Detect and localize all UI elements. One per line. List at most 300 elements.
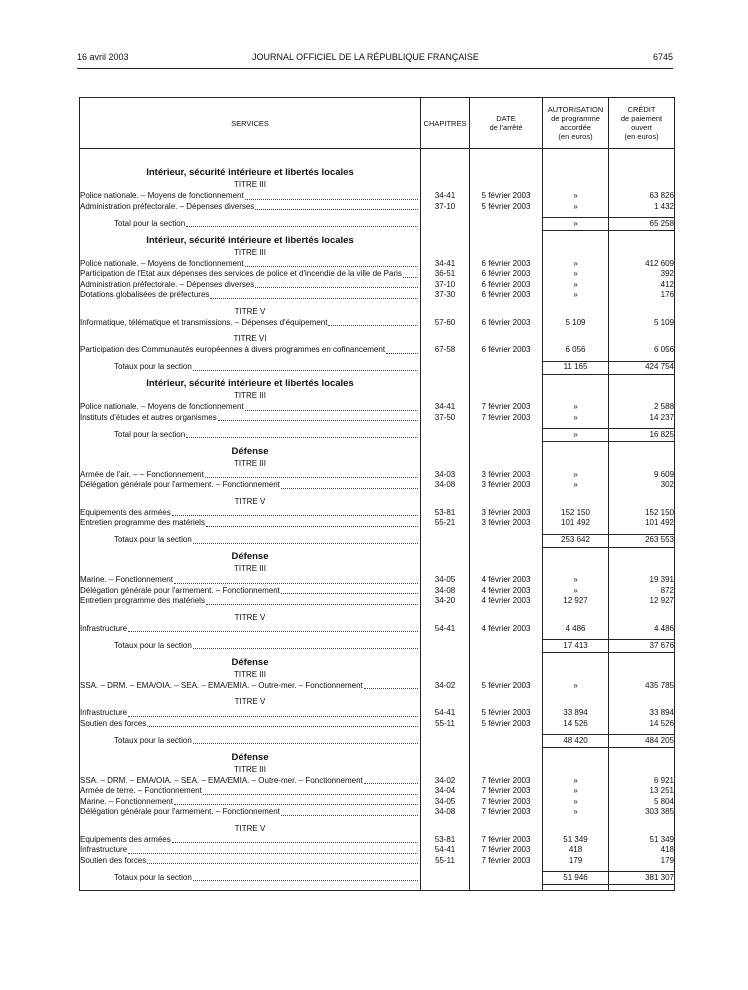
leader-dots bbox=[281, 586, 418, 595]
titre-label: TITRE III bbox=[234, 669, 266, 679]
col-header-date: DATE de l'arrêté bbox=[470, 98, 543, 149]
titre-row bbox=[80, 696, 675, 708]
total-label-cell bbox=[80, 640, 421, 653]
service-label: Entretien programme des matériels bbox=[80, 518, 205, 527]
service-cell bbox=[80, 480, 421, 491]
date-cell: 5 février 2003 bbox=[470, 202, 543, 213]
leader-dots bbox=[364, 776, 418, 785]
chapitre-cell: 37-30 bbox=[421, 290, 470, 301]
table-row bbox=[80, 202, 675, 213]
section-title: Intérieur, sécurité intérieure et libertés locales bbox=[146, 378, 354, 389]
section-total-row bbox=[80, 872, 675, 885]
chapitre-cell: 34-05 bbox=[421, 575, 470, 586]
chapitre-cell: 34-41 bbox=[421, 402, 470, 413]
autorisation-cell: » bbox=[543, 797, 609, 808]
service-label: Participation des Communautés européennes à divers programmes en cofinancement bbox=[80, 345, 386, 354]
chapitre-cell: 55-11 bbox=[421, 856, 470, 867]
header-date: 16 avril 2003 bbox=[77, 52, 129, 62]
section-title-row bbox=[80, 547, 675, 563]
autorisation-cell: » bbox=[543, 776, 609, 787]
chapitre-cell: 34-04 bbox=[421, 786, 470, 797]
service-label: Police nationale. – Moyens de fonctionnement bbox=[80, 258, 244, 268]
service-cell bbox=[80, 575, 421, 586]
credit-cell: 412 609 bbox=[609, 259, 675, 270]
titre-row bbox=[80, 563, 675, 575]
autorisation-cell: 12 927 bbox=[543, 596, 609, 607]
service-label: Armée de l'air. – – Fonctionnement bbox=[80, 469, 204, 479]
table-row bbox=[80, 470, 675, 481]
date-cell: 7 février 2003 bbox=[470, 786, 543, 797]
chapitre-cell: 55-11 bbox=[421, 719, 470, 730]
leader-dots bbox=[255, 280, 418, 289]
table-row bbox=[80, 402, 675, 413]
credit-cell: 19 391 bbox=[609, 575, 675, 586]
leader-dots bbox=[364, 681, 418, 690]
table-row bbox=[80, 856, 675, 867]
autorisation-cell: » bbox=[543, 290, 609, 301]
total-label-cell bbox=[80, 735, 421, 748]
chapitre-cell: 54-41 bbox=[421, 708, 470, 719]
service-label: Délégation générale pour l'armement. – Fonctionnement bbox=[80, 585, 280, 595]
total-label: Totaux pour la section bbox=[114, 362, 192, 372]
page-header bbox=[77, 52, 673, 64]
service-label: Equipements des armées bbox=[80, 507, 171, 517]
service-label: Participation de l'Etat aux dépenses des services de police et d'incendie de la ville de Paris bbox=[80, 269, 402, 278]
service-cell bbox=[80, 280, 421, 291]
date-cell: 5 février 2003 bbox=[470, 708, 543, 719]
header-rule bbox=[77, 68, 673, 69]
total-label-cell bbox=[80, 361, 421, 374]
date-cell: 6 février 2003 bbox=[470, 269, 543, 280]
gap-row bbox=[80, 885, 675, 891]
date-cell: 3 février 2003 bbox=[470, 480, 543, 491]
leader-dots bbox=[218, 413, 418, 422]
leader-dots bbox=[245, 259, 418, 268]
service-label: Soutien des forces bbox=[80, 718, 147, 728]
leader-dots bbox=[172, 835, 418, 844]
leader-dots bbox=[193, 736, 418, 745]
col-header-chapitres: CHAPITRES bbox=[421, 98, 470, 149]
leader-dots bbox=[203, 786, 418, 795]
titre-row bbox=[80, 333, 675, 345]
credit-cell: 33 894 bbox=[609, 708, 675, 719]
autorisation-cell: 51 349 bbox=[543, 835, 609, 846]
service-label: Instituts d'études et autres organismes bbox=[80, 412, 217, 422]
service-cell bbox=[80, 290, 421, 301]
service-cell bbox=[80, 345, 421, 356]
autorisation-cell: » bbox=[543, 575, 609, 586]
total-credit: 37 676 bbox=[609, 640, 675, 653]
credit-cell: 101 492 bbox=[609, 518, 675, 529]
table-row bbox=[80, 624, 675, 635]
table-row bbox=[80, 586, 675, 597]
table-body bbox=[80, 149, 675, 891]
autorisation-cell: » bbox=[543, 280, 609, 291]
chapitre-cell: 34-08 bbox=[421, 480, 470, 491]
section-title-row bbox=[80, 231, 675, 247]
chapitre-cell: 34-05 bbox=[421, 797, 470, 808]
section-total-row bbox=[80, 534, 675, 547]
chapitre-cell: 53-81 bbox=[421, 508, 470, 519]
section-title: Intérieur, sécurité intérieure et libertés locales bbox=[146, 167, 354, 178]
section-total-row bbox=[80, 429, 675, 442]
date-cell: 7 février 2003 bbox=[470, 413, 543, 424]
total-autorisation: 253 642 bbox=[543, 534, 609, 547]
chapitre-cell: 53-81 bbox=[421, 835, 470, 846]
service-cell bbox=[80, 719, 421, 730]
section-total-row bbox=[80, 735, 675, 748]
service-cell bbox=[80, 807, 421, 818]
chapitre-cell: 37-50 bbox=[421, 413, 470, 424]
date-cell: 6 février 2003 bbox=[470, 280, 543, 291]
titre-label: TITRE III bbox=[234, 458, 266, 468]
service-label: Marine. – Fonctionnement bbox=[80, 575, 173, 584]
credit-cell: 14 237 bbox=[609, 413, 675, 424]
section-total-row bbox=[80, 640, 675, 653]
titre-row bbox=[80, 823, 675, 835]
section-title: Défense bbox=[231, 751, 269, 763]
credit-cell: 13 251 bbox=[609, 786, 675, 797]
service-cell bbox=[80, 776, 421, 787]
total-credit: 484 205 bbox=[609, 735, 675, 748]
section-total-row bbox=[80, 218, 675, 231]
table-row bbox=[80, 290, 675, 301]
service-label: Administration préfectorale. – Dépenses diverses bbox=[80, 279, 255, 289]
credit-cell: 176 bbox=[609, 290, 675, 301]
service-label: Délégation générale pour l'armement. – Fonctionnement bbox=[80, 480, 280, 489]
titre-row bbox=[80, 179, 675, 191]
autorisation-cell: » bbox=[543, 681, 609, 692]
total-label-cell bbox=[80, 218, 421, 231]
service-cell bbox=[80, 518, 421, 529]
chapitre-cell: 34-41 bbox=[421, 191, 470, 202]
chapitre-cell: 36-51 bbox=[421, 269, 470, 280]
titre-row bbox=[80, 458, 675, 470]
credit-cell: 2 588 bbox=[609, 402, 675, 413]
titre-row bbox=[80, 669, 675, 681]
service-cell bbox=[80, 681, 421, 692]
titre-row bbox=[80, 390, 675, 402]
service-cell bbox=[80, 402, 421, 413]
autorisation-cell: » bbox=[543, 586, 609, 597]
total-credit: 263 553 bbox=[609, 534, 675, 547]
autorisation-cell: 14 526 bbox=[543, 719, 609, 730]
service-cell bbox=[80, 856, 421, 867]
date-cell: 7 février 2003 bbox=[470, 845, 543, 856]
date-cell: 3 février 2003 bbox=[470, 508, 543, 519]
autorisation-cell: » bbox=[543, 202, 609, 213]
table-row bbox=[80, 575, 675, 586]
service-label: Délégation générale pour l'armement. – Fonctionnement bbox=[80, 807, 280, 816]
credit-cell: 303 385 bbox=[609, 807, 675, 818]
leader-dots bbox=[206, 518, 418, 527]
leader-dots bbox=[128, 624, 418, 633]
service-cell bbox=[80, 786, 421, 797]
leader-dots bbox=[210, 290, 418, 299]
date-cell: 4 février 2003 bbox=[470, 596, 543, 607]
date-cell: 4 février 2003 bbox=[470, 624, 543, 635]
credit-cell: 392 bbox=[609, 269, 675, 280]
service-label: Marine. – Fonctionnement bbox=[80, 796, 173, 806]
credit-cell: 6 921 bbox=[609, 776, 675, 787]
spacer-row bbox=[80, 149, 675, 164]
chapitre-cell: 34-20 bbox=[421, 596, 470, 607]
date-cell: 5 février 2003 bbox=[470, 681, 543, 692]
table-row bbox=[80, 191, 675, 202]
section-title-row bbox=[80, 748, 675, 764]
date-cell: 3 février 2003 bbox=[470, 518, 543, 529]
total-autorisation: 48 420 bbox=[543, 735, 609, 748]
chapitre-cell: 55-21 bbox=[421, 518, 470, 529]
autorisation-cell: » bbox=[543, 413, 609, 424]
credit-cell: 51 349 bbox=[609, 835, 675, 846]
leader-dots bbox=[186, 430, 418, 439]
autorisation-cell: 5 109 bbox=[543, 318, 609, 329]
table-row bbox=[80, 835, 675, 846]
table-row bbox=[80, 596, 675, 607]
header-title: JOURNAL OFFICIEL DE LA RÉPUBLIQUE FRANÇAISE bbox=[252, 52, 479, 62]
titre-label: TITRE VI bbox=[233, 334, 267, 343]
service-label: Infrastructure bbox=[80, 708, 128, 717]
leader-dots bbox=[193, 873, 418, 882]
service-cell bbox=[80, 835, 421, 846]
titre-row bbox=[80, 764, 675, 776]
service-cell bbox=[80, 191, 421, 202]
chapitre-cell: 67-58 bbox=[421, 345, 470, 356]
table-row bbox=[80, 280, 675, 291]
leader-dots bbox=[128, 845, 418, 854]
leader-dots bbox=[245, 191, 418, 200]
section-total-row bbox=[80, 361, 675, 374]
autorisation-cell: 418 bbox=[543, 845, 609, 856]
leader-dots bbox=[193, 641, 418, 650]
credit-cell: 179 bbox=[609, 856, 675, 867]
leader-dots bbox=[255, 202, 418, 211]
date-cell: 6 février 2003 bbox=[470, 345, 543, 356]
chapitre-cell: 37-10 bbox=[421, 202, 470, 213]
date-cell: 7 février 2003 bbox=[470, 797, 543, 808]
service-cell bbox=[80, 797, 421, 808]
date-cell: 4 février 2003 bbox=[470, 575, 543, 586]
service-cell bbox=[80, 269, 421, 280]
section-title: Intérieur, sécurité intérieure et libertés locales bbox=[146, 234, 354, 246]
service-label: Equipements des armées bbox=[80, 834, 171, 844]
credit-cell: 5 804 bbox=[609, 797, 675, 808]
col-header-autorisation: AUTORISATION de programme accordée (en euros) bbox=[543, 98, 609, 149]
credit-cell: 4 486 bbox=[609, 624, 675, 635]
total-credit: 16 825 bbox=[609, 429, 675, 442]
date-cell: 7 février 2003 bbox=[470, 402, 543, 413]
section-title-row bbox=[80, 653, 675, 669]
date-cell: 6 février 2003 bbox=[470, 259, 543, 270]
table-row bbox=[80, 508, 675, 519]
titre-label: TITRE V bbox=[234, 496, 266, 506]
chapitre-cell: 54-41 bbox=[421, 624, 470, 635]
credit-cell: 5 109 bbox=[609, 318, 675, 329]
section-title: Défense bbox=[231, 445, 269, 457]
credit-cell: 14 526 bbox=[609, 719, 675, 730]
date-cell: 7 février 2003 bbox=[470, 807, 543, 818]
credit-cell: 1 432 bbox=[609, 202, 675, 213]
leader-dots bbox=[193, 362, 418, 371]
chapitre-cell: 34-03 bbox=[421, 470, 470, 481]
section-title: Défense bbox=[231, 656, 269, 668]
date-cell: 6 février 2003 bbox=[470, 318, 543, 329]
titre-label: TITRE V bbox=[234, 612, 266, 622]
col-header-credit: CRÉDIT de paiement ouvert (en euros) bbox=[609, 98, 675, 149]
service-label: SSA. – DRM. – EMA/OIA. – SEA. – EMA/EMIA. – Outre-mer. – Fonctionnement bbox=[80, 775, 363, 785]
service-label: Informatique, télématique et transmissions. – Dépenses d'équipement bbox=[80, 317, 328, 327]
credit-cell: 9 609 bbox=[609, 470, 675, 481]
titre-label: TITRE III bbox=[234, 764, 266, 774]
service-cell bbox=[80, 318, 421, 329]
service-cell bbox=[80, 586, 421, 597]
service-cell bbox=[80, 259, 421, 270]
titre-row bbox=[80, 247, 675, 259]
leader-dots bbox=[172, 508, 418, 517]
chapitre-cell: 54-41 bbox=[421, 845, 470, 856]
credit-cell: 302 bbox=[609, 480, 675, 491]
date-cell: 7 février 2003 bbox=[470, 856, 543, 867]
leader-dots bbox=[245, 402, 418, 411]
total-autorisation: 11 165 bbox=[543, 361, 609, 374]
table-row bbox=[80, 269, 675, 280]
table-row bbox=[80, 708, 675, 719]
autorisation-cell: » bbox=[543, 786, 609, 797]
total-label: Total pour la section bbox=[114, 429, 186, 439]
total-label-cell bbox=[80, 534, 421, 547]
service-label: Entretien programme des matériels bbox=[80, 596, 205, 605]
credit-cell: 6 056 bbox=[609, 345, 675, 356]
autorisation-cell: » bbox=[543, 470, 609, 481]
leader-dots bbox=[174, 797, 418, 806]
titre-label: TITRE III bbox=[234, 564, 266, 573]
leader-dots bbox=[147, 719, 418, 728]
service-cell bbox=[80, 413, 421, 424]
service-cell bbox=[80, 708, 421, 719]
titre-label: TITRE V bbox=[234, 697, 266, 706]
chapitre-cell: 34-08 bbox=[421, 586, 470, 597]
table-row bbox=[80, 719, 675, 730]
titre-label: TITRE V bbox=[234, 306, 266, 316]
leader-dots bbox=[206, 596, 418, 605]
leader-dots bbox=[174, 575, 418, 584]
service-label: Infrastructure bbox=[80, 623, 128, 633]
chapitre-cell: 34-02 bbox=[421, 776, 470, 787]
autorisation-cell: » bbox=[543, 807, 609, 818]
date-cell: 7 février 2003 bbox=[470, 835, 543, 846]
date-cell: 6 février 2003 bbox=[470, 290, 543, 301]
service-cell bbox=[80, 470, 421, 481]
credit-cell: 418 bbox=[609, 845, 675, 856]
autorisation-cell: » bbox=[543, 480, 609, 491]
col-header-services: SERVICES bbox=[80, 98, 421, 149]
service-label: SSA. – DRM. – EMA/OIA. – SEA. – EMA/EMIA. – Outre-mer. – Fonctionnement bbox=[80, 680, 363, 690]
autorisation-cell: » bbox=[543, 402, 609, 413]
titre-label: TITRE III bbox=[234, 180, 266, 189]
table-header-row bbox=[80, 98, 675, 149]
credit-cell: 435 785 bbox=[609, 681, 675, 692]
service-label: Police nationale. – Moyens de fonctionnement bbox=[80, 402, 244, 411]
service-label: Soutien des forces bbox=[80, 855, 147, 865]
section-title: Défense bbox=[231, 551, 269, 562]
leader-dots bbox=[147, 856, 418, 865]
total-label: Totaux pour la section bbox=[114, 640, 192, 650]
leader-dots bbox=[186, 219, 418, 228]
autorisation-cell: » bbox=[543, 191, 609, 202]
table-row bbox=[80, 807, 675, 818]
table-row bbox=[80, 776, 675, 787]
total-credit: 65 258 bbox=[609, 218, 675, 231]
leader-dots bbox=[403, 269, 418, 278]
date-cell: 7 février 2003 bbox=[470, 776, 543, 787]
table-row bbox=[80, 518, 675, 529]
autorisation-cell: 152 150 bbox=[543, 508, 609, 519]
section-title-row bbox=[80, 374, 675, 390]
titre-label: TITRE V bbox=[234, 823, 266, 833]
total-label-cell bbox=[80, 429, 421, 442]
service-cell bbox=[80, 624, 421, 635]
section-title-row bbox=[80, 442, 675, 458]
credit-cell: 152 150 bbox=[609, 508, 675, 519]
total-label: Totaux pour la section bbox=[114, 535, 192, 545]
total-label: Total pour la section bbox=[114, 218, 186, 228]
service-label: Armée de terre. – Fonctionnement bbox=[80, 786, 202, 795]
titre-row bbox=[80, 612, 675, 624]
table-row bbox=[80, 681, 675, 692]
autorisation-cell: 33 894 bbox=[543, 708, 609, 719]
leader-dots bbox=[128, 708, 418, 717]
table-row bbox=[80, 413, 675, 424]
table-row bbox=[80, 797, 675, 808]
total-label: Totaux pour la section bbox=[114, 872, 192, 882]
total-label-cell bbox=[80, 872, 421, 885]
chapitre-cell: 37-10 bbox=[421, 280, 470, 291]
autorisation-cell: 4 486 bbox=[543, 624, 609, 635]
table-row bbox=[80, 345, 675, 356]
table-row bbox=[80, 786, 675, 797]
total-label: Totaux pour la section bbox=[114, 735, 192, 745]
service-cell bbox=[80, 202, 421, 213]
chapitre-cell: 34-02 bbox=[421, 681, 470, 692]
table-row bbox=[80, 845, 675, 856]
autorisation-cell: » bbox=[543, 259, 609, 270]
service-cell bbox=[80, 508, 421, 519]
leader-dots bbox=[205, 470, 418, 479]
leader-dots bbox=[281, 480, 418, 489]
autorisation-cell: 6 056 bbox=[543, 345, 609, 356]
service-label: Infrastructure bbox=[80, 845, 128, 854]
chapitre-cell: 34-41 bbox=[421, 259, 470, 270]
total-autorisation: » bbox=[543, 218, 609, 231]
titre-row bbox=[80, 306, 675, 318]
titre-row bbox=[80, 496, 675, 508]
service-label: Dotations globalisées de préfectures bbox=[80, 290, 210, 299]
credit-cell: 63 826 bbox=[609, 191, 675, 202]
date-cell: 5 février 2003 bbox=[470, 191, 543, 202]
date-cell: 4 février 2003 bbox=[470, 586, 543, 597]
total-credit: 381 307 bbox=[609, 872, 675, 885]
table-row bbox=[80, 318, 675, 329]
total-autorisation: » bbox=[543, 429, 609, 442]
titre-label: TITRE III bbox=[234, 391, 266, 400]
service-label: Police nationale. – Moyens de fonctionnement bbox=[80, 191, 244, 200]
service-cell bbox=[80, 845, 421, 856]
leader-dots bbox=[328, 318, 418, 327]
autorisation-cell: » bbox=[543, 269, 609, 280]
section-title-row bbox=[80, 163, 675, 179]
table-row bbox=[80, 480, 675, 491]
